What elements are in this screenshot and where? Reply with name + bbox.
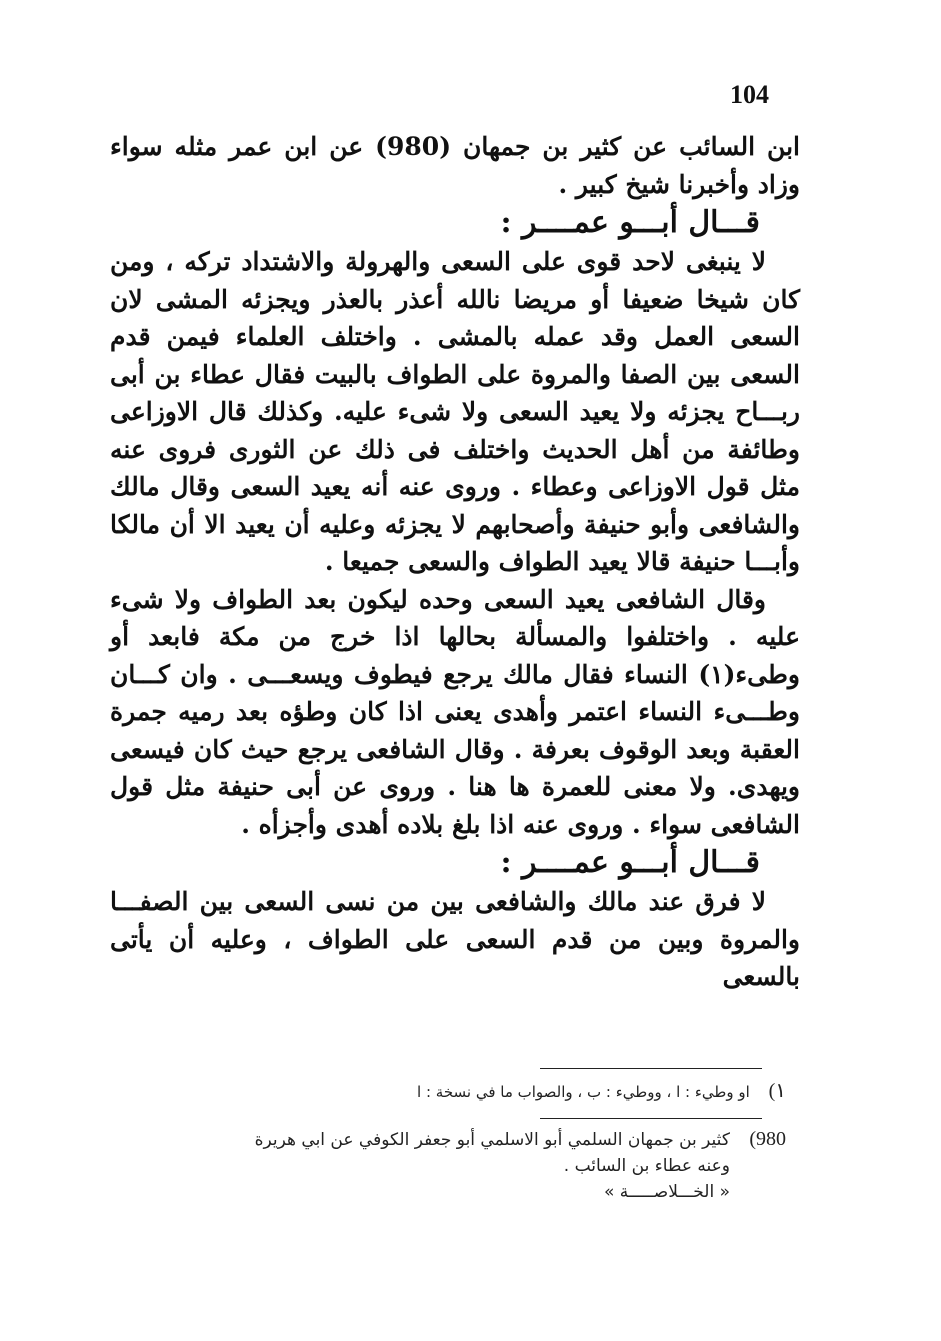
footnote-text: او وطيء : ا ، ووطيء : ب ، والصواب ما في نسخة : ا	[417, 1083, 750, 1101]
body-paragraph: وقال الشافعى يعيد السعى وحده ليكون بعد الطواف ولا شىء عليه . واختلفوا والمسألة بحالها اذا خرج من مكة فابعد أو وطىء(١) النساء فقال مالك يرجع فيطوف ويسعـــى . وان كـــان وطـــىء النساء اعتمر وأهدى يعنى اذا كان وطؤه بعد رميه جمرة العقبة وبعد الوقوف بعرفة . وقال الشافعى يرجع حيث كان فيسعى ويهدى. ولا معنى للعمرة ها هنا . وروى عن أبى حنيفة مثل قول الشافعى سواء . وروى عنه اذا بلغ بلاده أهدى وأجزأه .	[110, 584, 800, 839]
footnote-source: « الخـــلاصـــــة »	[603, 1182, 730, 1202]
main-text	[110, 128, 800, 996]
footnote	[110, 1080, 786, 1103]
body-paragraph: لا فرق عند مالك والشافعى بين من نسى السعى بين الصفـــا والمروة وبين من قدم السعى على الطواف ، وعليه أن يأتى بالسعى	[110, 887, 800, 991]
body-paragraph: لا ينبغى لاحد قوى على السعى والهرولة والاشتداد تركه ، ومن كان شيخا ضعيفا أو مريضا نالله أعذر بالعذر ويجزئه المشى لان السعى العمل وقد عمله بالمشى . واختلف العلماء فيمن قدم السعى بين الصفا والمروة على الطواف بالبيت فقال عطاء بن أبى ربـــاح يجزئه ولا يعيد السعى ولا شىء عليه. وكذلك قال الاوزاعى وطائفة من أهل الحديث واختلف فى ذلك عن الثورى فروى عنه مثل قول الاوزاعى وعطاء . وروى عنه أنه يعيد السعى وقال مالك والشافعى وأبو حنيفة وأصحابهم لا يجزئه وعليه أن يعيد الا أن مالكا وأبـــا حنيفة قالا يعيد الطواف والسعى جميعا .	[110, 247, 800, 576]
footnote	[110, 1126, 786, 1205]
footnote-number: ١)	[768, 1080, 786, 1102]
page-number: 104	[730, 80, 769, 109]
footnote-divider	[540, 1068, 762, 1069]
footnote-text: وعنه عطاء بن السائب .	[563, 1156, 730, 1176]
section-heading: قـــال أبـــو عمــــر :	[500, 845, 760, 880]
continuation-paragraph: ابن السائب عن كثير بن جمهان (980) عن ابن عمر مثله سواء وزاد وأخبرنا شيخ كبير .	[110, 132, 800, 199]
footnote-number: 980)	[749, 1128, 786, 1150]
footnote-divider	[540, 1118, 762, 1119]
section-heading: قـــال أبـــو عمــــر :	[500, 205, 760, 240]
footnote-text: كثير بن جمهان السلمي أبو الاسلمي أبو جعفر الكوفي عن ابي هريرة	[254, 1130, 730, 1150]
